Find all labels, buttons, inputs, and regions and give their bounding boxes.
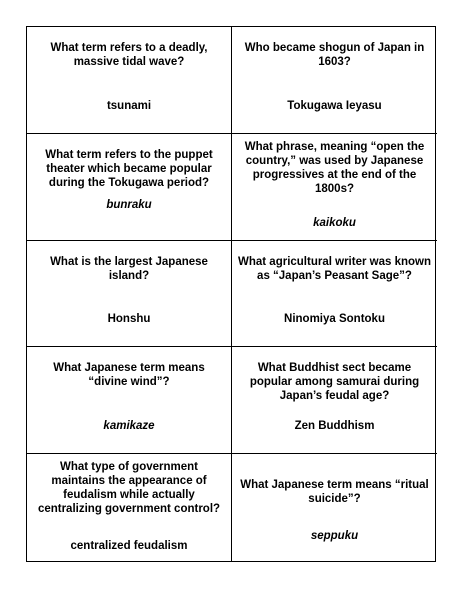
card-question: What agricultural writer was known as “Japan’s Peasant Sage”? (238, 255, 431, 282)
flashcard (27, 134, 232, 241)
card-question: Who became shogun of Japan in 1603? (244, 42, 425, 68)
card-answer: kaikoku (313, 216, 356, 229)
flashcard (232, 27, 437, 134)
flashcard (27, 241, 232, 348)
flashcard (232, 347, 437, 454)
flashcard (232, 134, 437, 241)
flashcard (27, 454, 232, 561)
card-answer: Honshu (107, 313, 151, 326)
card-answer: centralized feudalism (70, 540, 188, 552)
flashcard (27, 27, 232, 134)
card-answer: Tokugawa Ieyasu (287, 99, 382, 112)
card-answer: tsunami (106, 99, 152, 112)
card-answer: bunraku (106, 198, 152, 211)
card-answer: kamikaze (103, 420, 155, 433)
flashcard (27, 347, 232, 454)
flashcard (232, 241, 437, 348)
card-answer: seppuku (310, 530, 359, 542)
card-question: What Buddhist sect became popular among samurai during Japan’s feudal age? (249, 362, 420, 403)
card-question: What Japanese term means “divine wind”? (53, 362, 205, 389)
card-question: What type of government maintains the appearance of feudalism while actually centralizing government control? (37, 461, 221, 516)
card-question: What term refers to the puppet theater which became popular during the Tokugawa period? (45, 148, 213, 189)
flashcard-sheet (26, 26, 436, 562)
card-question: What phrase, meaning “open the country,” was used by Japanese progressives at the end of the 1800s? (244, 140, 425, 195)
flashcard (232, 454, 437, 561)
card-question: What is the largest Japanese island? (50, 255, 208, 282)
card-question: What Japanese term means “ritual suicide”? (240, 479, 429, 506)
card-answer: Zen Buddhism (294, 420, 375, 433)
card-answer: Ninomiya Sontoku (284, 313, 385, 326)
card-question: What term refers to a deadly, massive tidal wave? (50, 42, 208, 68)
